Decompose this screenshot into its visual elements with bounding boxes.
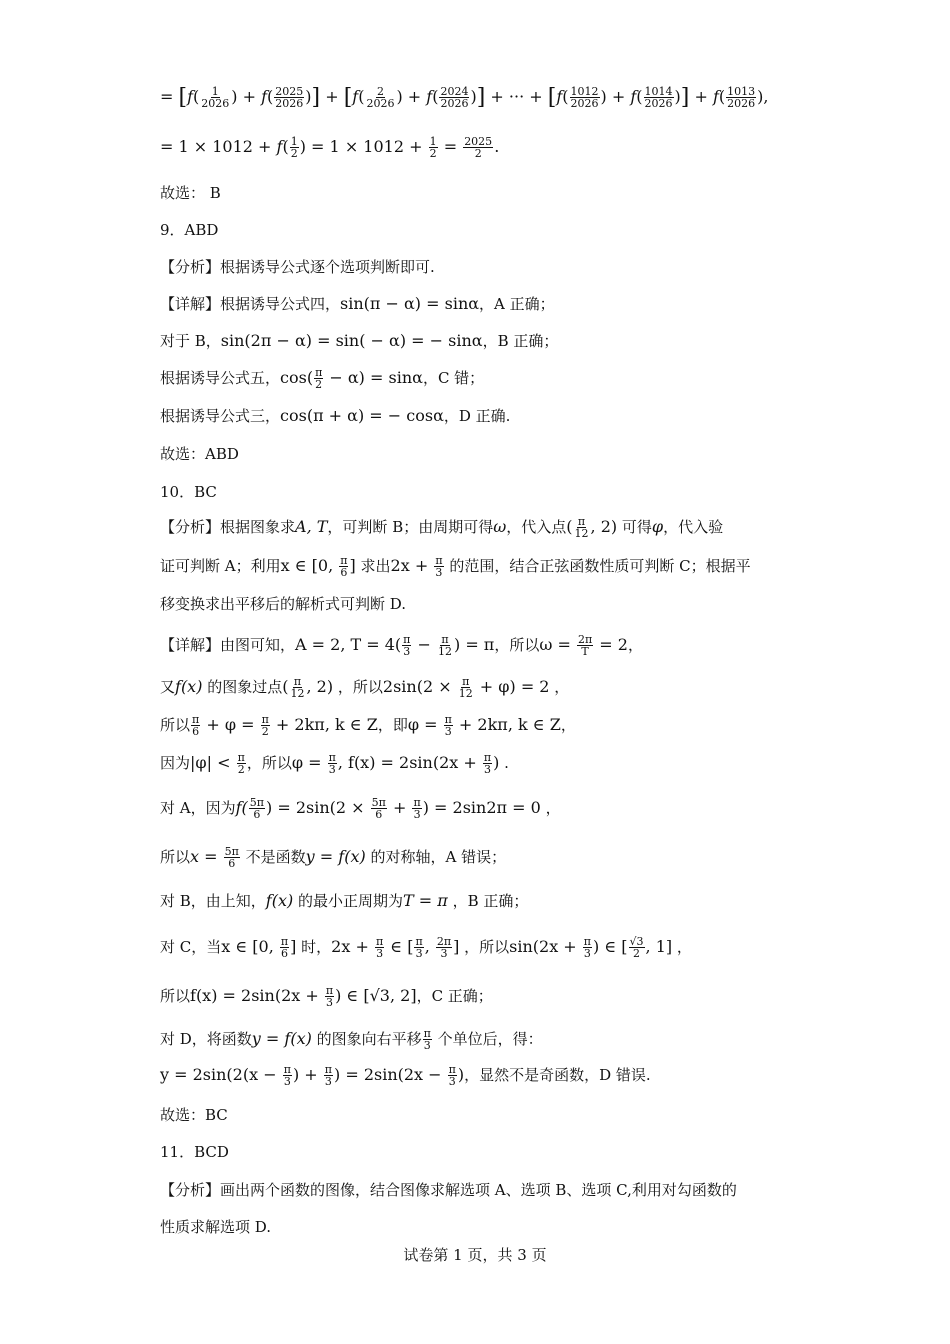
equation-line-1: = [f( $\frac{1}{2026}$ ) + f( $\frac{2025}{2026}$ )] + [f( $\frac{2}{2026}$ ) + f( $\frac{2024}{2026}$ )] + ··· + [f( $\frac{1012}{2026}$ ) + f( $\frac{1014}{2026}$ )] + f( $\frac{1013}{2026}$ ), [160,85,769,110]
q9-detail-3: 根据诱导公式五，cos( $\frac{\pi}{2}$ − α) = sinα，C 错； [160,366,485,391]
question-11-heading: 11．BCD [160,1143,229,1161]
q10-detail-2: 又f(x) 的图象过点( $\frac{\pi}{12}$ , 2) ，所以2sin(2 × $\frac{\pi}{12}$ + φ) = 2 ， [160,675,570,700]
q10-detail-5: 对 A，因为f( $\frac{5\pi}{6}$ ) = 2sin(2 × $\frac{5\pi}{6}$ + $\frac{\pi}{3}$ ) = 2sin2π = 0 ， [160,796,561,821]
q10-detail-3: 所以 $\frac{\pi}{6}$ + φ = $\frac{\pi}{2}$ + 2kπ, k ∈ Z，即φ = $\frac{\pi}{3}$ + 2kπ, k ∈ Z， [160,713,576,738]
question-9-heading: 9．ABD [160,221,219,239]
q10-detail-8: 对 C，当x ∈ [0, $\frac{\pi}{6}$ ] 时，2x + $\frac{\pi}{3}$ ∈ [ $\frac{\pi}{3}$ , $\frac{2\pi}{3}$ ] ，所以sin(2x + $\frac{\pi}{3}$ ) ∈ [ $\frac{√3}{2}$ , 1] ， [160,935,692,960]
q10-detail-1: 【详解】由图可知，A = 2, T = 4( $\frac{\pi}{3}$ − $\frac{\pi}{12}$ ) = π，所以ω = $\frac{2\pi}{T}$ = 2， [160,633,643,658]
equation-line-2: = 1 × 1012 + f( $\frac{1}{2}$ ) = 1 × 1012 + $\frac{1}{2}$ = $\frac{2025}{2}$ . [160,135,500,160]
page-footer: 试卷第 1 页，共 3 页 [403,1246,547,1264]
answer-choice-b: 故选： B [160,184,221,202]
q9-detail-1: 【详解】根据诱导公式四，sin(π − α) = sinα，A 正确； [160,294,555,313]
q9-analysis: 【分析】根据诱导公式逐个选项判断即可. [160,258,435,276]
q10-detail-10: 对 D，将函数y = f(x) 的图象向右平移 $\frac{\pi}{3}$ 个单位后，得： [160,1027,543,1052]
answer-choice-bc: 故选：BC [160,1106,228,1124]
answer-choice-abd: 故选：ABD [160,445,239,463]
q10-analysis-2: 证可判断 A；利用x ∈ [0, $\frac{\pi}{6}$ ] 求出2x + $\frac{\pi}{3}$ 的范围，结合正弦函数性质可判断 C；根据平 [160,554,751,579]
q10-detail-9: 所以f(x) = 2sin(2x + $\frac{\pi}{3}$ ) ∈ [√3, 2]，C 正确； [160,984,493,1009]
q10-analysis-1: 【分析】根据图象求A, T，可判断 B；由周期可得ω，代入点( $\frac{\pi}{12}$ , 2) 可得φ，代入验 [160,515,724,540]
q11-analysis-1: 【分析】画出两个函数的图像，结合图像求解选项 A、选项 B、选项 C,利用对勾函数的 [160,1181,737,1199]
q10-detail-7: 对 B，由上知，f(x) 的最小正周期为T = π ，B 正确； [160,891,529,910]
q10-detail-11: y = 2sin(2(x − $\frac{\pi}{3}$ ) + $\frac{\pi}{3}$ ) = 2sin(2x − $\frac{\pi}{3}$ )，显然不是奇函数，D 错误. [160,1063,651,1088]
q9-detail-4: 根据诱导公式三，cos(π + α) = − cosα，D 正确. [160,406,511,425]
q10-detail-6: 所以x = $\frac{5\pi}{6}$ 不是函数y = f(x) 的对称轴，A 错误； [160,845,507,870]
q11-analysis-2: 性质求解选项 D. [160,1218,272,1236]
question-10-heading: 10．BC [160,483,217,501]
q9-detail-2: 对于 B，sin(2π − α) = sin( − α) = − sinα，B 正确； [160,331,559,350]
q10-detail-4: 因为|φ| < $\frac{\pi}{2}$ ，所以φ = $\frac{\pi}{3}$ , f(x) = 2sin(2x + $\frac{\pi}{3}$ ) . [160,751,509,776]
q10-analysis-3: 移变换求出平移后的解析式可判断 D. [160,595,407,613]
